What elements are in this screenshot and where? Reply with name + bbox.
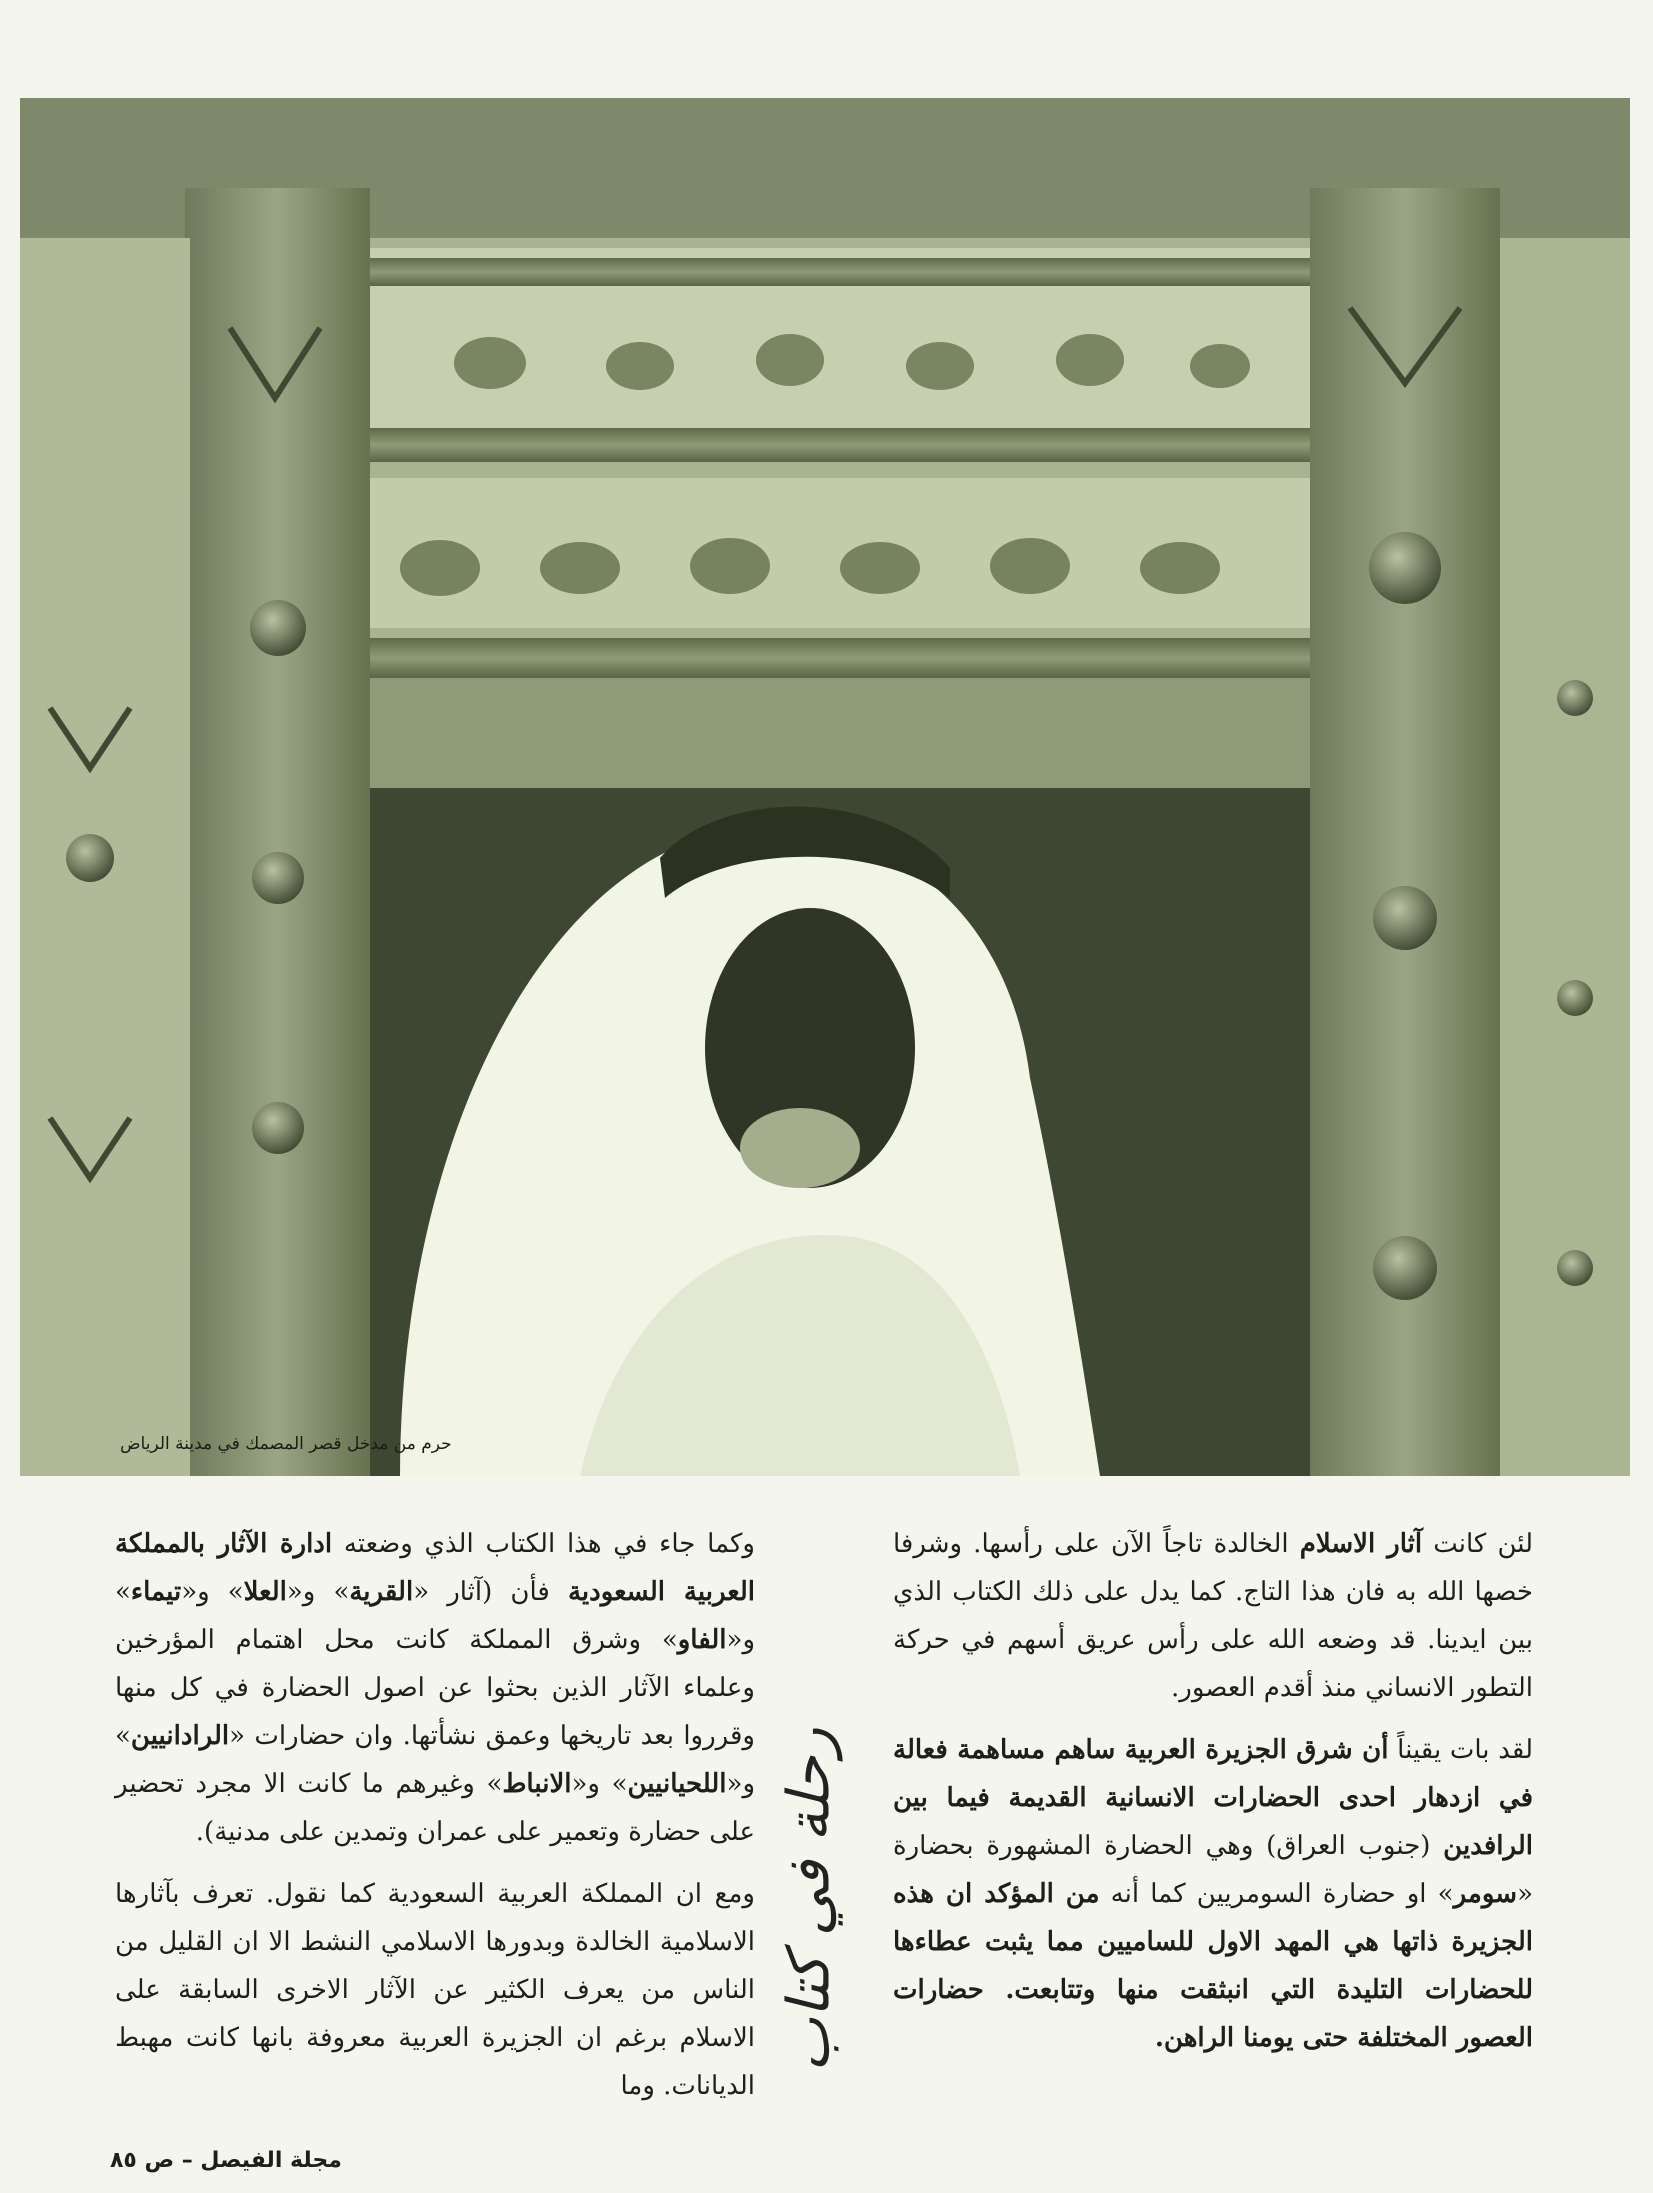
bold-text: الانباط [502, 1769, 572, 1799]
bold-text: ادارة الآثار بالمملكة العربية السعودية [115, 1529, 755, 1607]
text: وكما جاء في هذا الكتاب الذي وضعته [332, 1529, 755, 1559]
paragraph [115, 1520, 755, 1856]
text: لئن كانت [1422, 1529, 1534, 1559]
article-column-right [893, 1520, 1533, 2076]
text: فأن (آثار « [413, 1577, 568, 1607]
paragraph [893, 1520, 1533, 1712]
bold-text: تيماء [130, 1577, 182, 1607]
page-footer: مجلة الفيصل – ص ٨٥ [110, 2148, 342, 2173]
article-column-left [115, 1520, 755, 2124]
vertical-title [768, 1690, 848, 2110]
bold-text: القرية [349, 1577, 414, 1607]
text: الخالدة تاجاً الآن على رأسها. وشرفا خصها الله به فان هذا التاج. كما يدل على ذلك الكتاب الذي بين ايدينا. قد وضعه الله على رأس عريق أسهم في حركة التطور الانساني منذ أقدم العصور. [893, 1529, 1533, 1703]
door-photo-illustration [20, 98, 1630, 1476]
text: (جنوب العراق) وهي الحضارة المشهورة بحضارة « [893, 1831, 1533, 1909]
bold-text: سومر [1453, 1879, 1518, 1909]
bold-text: الفاو [677, 1625, 727, 1655]
photo-caption: حرم من مدخل قصر المصمك في مدينة الرياض [120, 1434, 452, 1454]
text: » وغيرهم ما كانت الا مجرد تحضير على حضارة وتعمير على عمران وتمدين على مدنية). [115, 1769, 755, 1847]
bold-text: من المؤكد ان هذه الجزيرة ذاتها هي المهد الاول للساميين مما يثبت عطاءها للحضارات التليدة التي انبثقت منها وتتابعت. حضارات العصور المختلفة حتى يومنا الراهن. [893, 1879, 1533, 2053]
paragraph: ومع ان المملكة العربية السعودية كما نقول. تعرف بآثارها الاسلامية الخالدة وبدورها الاسلامي النشط الا ان القليل من الناس من يعرف الكثير عن الآثار الاخرى السابقة على الاسلام برغم ان الجزيرة العربية معروفة بانها كانت مهبط الديانات. وما [115, 1879, 755, 2101]
bold-text: آثار الاسلام [1299, 1529, 1423, 1559]
bold-text: العلا [243, 1577, 287, 1607]
vertical-title-text: رحلة في كتاب [774, 1727, 842, 2073]
text: » و« [571, 1769, 628, 1799]
text: » و« [181, 1577, 244, 1607]
text: » وشرق المملكة كانت محل اهتمام المؤرخين وعلماء الآثار الذين بحثوا عن اصول الحضارة في كل منها وقرروا بعد تاريخها وعمق نشأتها. وان حضارات « [115, 1625, 755, 1751]
paragraph [893, 1726, 1533, 2062]
bold-text: الرادانيين [130, 1721, 230, 1751]
text: » او حضارة السومريين كما أنه [1099, 1879, 1454, 1909]
text: » و« [115, 1577, 755, 1655]
bold-text: أن شرق الجزيرة العربية ساهم مساهمة فعالة في ازدهار احدى الحضارات الانسانية القديمة فيما بين الرافدين [893, 1735, 1533, 1861]
article-photo [20, 98, 1630, 1476]
text: » و« [286, 1577, 350, 1607]
text: » و« [115, 1721, 755, 1799]
bold-text: اللحيانيين [627, 1769, 727, 1799]
text: لقد بات يقيناً [1388, 1735, 1533, 1765]
